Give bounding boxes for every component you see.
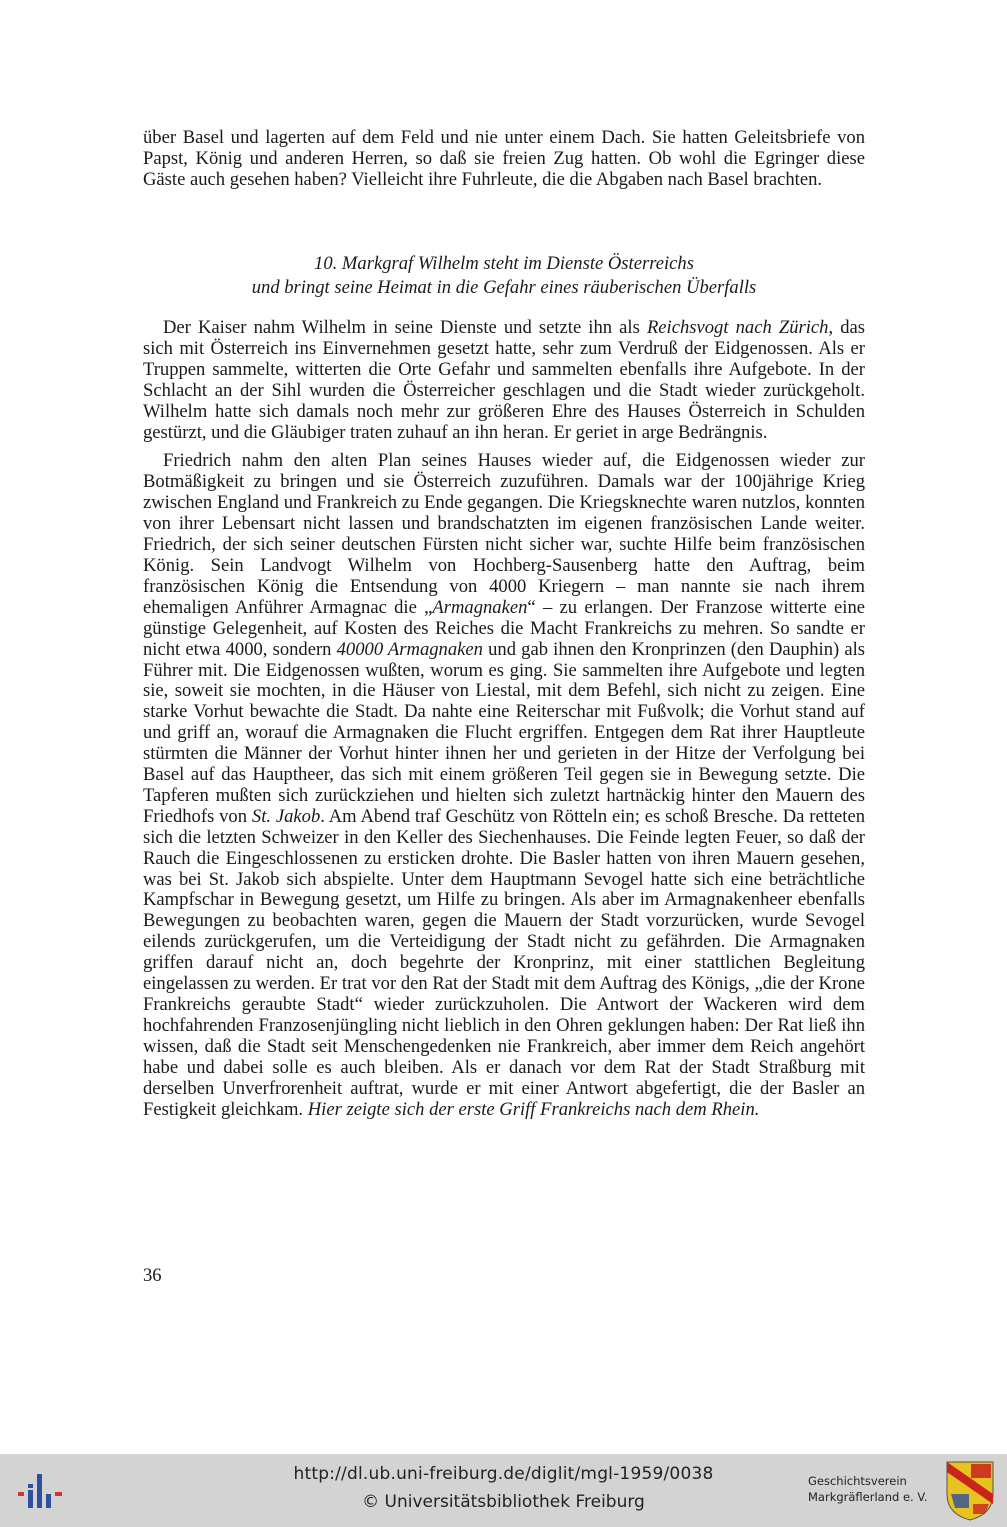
society-name-line-2: Markgräflerland e. V.	[808, 1490, 928, 1504]
footer-bar	[0, 1454, 1007, 1527]
coat-of-arms-icon	[945, 1460, 995, 1522]
copyright-text: © Universitätsbibliothek Freiburg	[362, 1492, 645, 1512]
section-heading-line-2: und bringt seine Heimat in die Gefahr eines räuberischen Überfalls	[251, 277, 757, 298]
paragraph-1	[143, 318, 865, 443]
society-name-line-1: Geschichtsverein	[808, 1474, 907, 1488]
body-text	[143, 318, 865, 1120]
paragraph-2-part-3: und gab ihnen den Kronprinzen (den Dauphin) als Führer mit. Die Eidgenossen wußten, worum es ging. Sie sammelten ihre Aufgebote und legten sie, soweit sie mochten, in die Häuser von Liestal, mit dem Befehl, sich nicht zu zeigen. Eine starke Vorhut bewachte die Stadt. Da nahte eine Reiterschar mit Fußvolk; die Vorhut stand auf und griff an, worauf die Armagnaken die Flucht ergriffen. Entgegen dem Rat ihrer Hauptleute stürmten die Männer der Vorhut hinter ihnen her und gerieten in der Hitze der Verfolgung bei Basel auf das Hauptheer, das sich mit einem größeren Teil gegen sie in Bewegung setzte. Die Tapferen mußten sich zurückziehen und hielten sich zuletzt hartnäckig hinter den Mauern des Friedhofs von	[143, 638, 866, 827]
paragraph-2-italic-3: St. Jakob	[251, 805, 321, 827]
paragraph-2	[143, 451, 865, 1120]
paragraph-2-part-1: Friedrich nahm den alten Plan seines Hauses wieder auf, die Eidgenossen wieder zur Botmäßigkeit zu bringen und sie Österreich zuzuführen. Damals war der 100jährige Krieg zwischen England und Frankreich zu Ende gegangen. Die Kriegsknechte waren nutzlos, konnten von ihrer Lebensart nicht lassen und brandschatzten im eigenen französischen Lande weiter. Friedrich, der sich seiner deutschen Fürsten nicht sicher war, suchte Hilfe beim französischen König. Sein Landvogt Wilhelm von Hochberg-Sausenberg hatte den Auftrag, beim französischen König die Entsendung von 4000 Kriegern – man nannte sie nach ihrem ehemaligen Anführer Armagnac die „	[143, 450, 865, 618]
paragraph-2-italic-4: Hier zeigte sich der erste Griff Frankreichs nach dem Rhein.	[307, 1098, 760, 1120]
paragraph-top	[143, 128, 865, 191]
paragraph-2-italic-2: 40000 Armagnaken	[336, 638, 483, 660]
paragraph-1-part-1: Der Kaiser nahm Wilhelm in seine Dienste und setzte ihn als	[163, 317, 647, 338]
page-number: 36	[143, 1265, 162, 1286]
paragraph-1-italic-1: Reichsvogt nach Zürich	[646, 317, 829, 338]
paragraph-2-part-2: “ – zu erlangen. Der Franzose witterte eine günstige Gelegenheit, auf Kosten des Reiches die Macht Frankreichs zu mehren. So sandte er nicht etwa 4000, sondern	[143, 596, 865, 660]
paragraph-2-italic-1: Armagnaken	[432, 596, 528, 618]
section-heading	[143, 252, 865, 300]
society-name	[808, 1473, 940, 1505]
paragraph-1-part-2: , das sich mit Österreich ins Einvernehmen gesetzt hatte, sehr zum Verdruß der Eidgenossen. Als er Truppen sammelte, witterten die Orte Gefahr und sammelten ebenfalls ihre Aufgebote. In der Schlacht an der Sihl wurden die Österreicher geschlagen und die Stadt wieder zurückgeholt. Wilhelm hatte sich damals noch mehr zur größeren Ehre des Hauses Österreich in Schulden gestürzt, und die Gläubiger traten zuhauf an ihn heran. Er geriet in arge Bedrängnis.	[143, 317, 865, 443]
paragraph-top-text: über Basel und lagerten auf dem Feld und nie unter einem Dach. Sie hatten Geleitsbriefe von Papst, König und anderen Herren, so daß sie freien Zug hatten. Ob wohl die Egringer diese Gäste auch gesehen haben? Vielleicht ihre Fuhrleute, die die Abgaben nach Basel brachten.	[143, 127, 865, 190]
paragraph-2-part-4: . Am Abend traf Geschütz von Rötteln ein; es schoß Bresche. Da retteten sich die letzten Schweizer in den Keller des Siechenhauses. Die Feinde legten Feuer, so daß der Rauch die Eingeschlossenen zu ersticken drohte. Die Basler hatten von ihren Mauern gesehen, was bei St. Jakob sich abspielte. Unter dem Hauptmann Sevogel hatte sich eine beträchtliche Kampfschar in Bewegung gesetzt, um Hilfe zu bringen. Als aber im Armagnakenheer ebenfalls Bewegungen zu beobachten waren, gegen die Mauern der Stadt vorzurücken, wurde Sevogel eilends zurückgerufen, um die Verteidigung der Stadt nicht zu gefährden. Die Armagnaken griffen darauf nicht an, doch begehrte der Kronprinz, mit einer stattlichen Begleitung eingelassen zu werden. Er trat vor den Rat der Stadt mit dem Auftrag des Königs, „die der Krone Frankreichs geraubte Stadt“ wieder zurückzuholen. Die Antwort der Wackeren wird dem hochfahrenden Franzosenjüngling nicht lieblich in den Ohren geklungen haben: Der Rat ließ ihn wissen, daß die Stadt seit Menschengedenken nie Frankreich, aber immer dem Reich angehört habe und dabei solle es auch bleiben. Als er danach vor dem Rat der Stadt Straßburg mit derselben Unverfrorenheit auftrat, wurde er mit einer Antwort abgefertigt, die der Basler an Festigkeit gleichkam.	[143, 805, 865, 1120]
source-url-link[interactable]: http://dl.ub.uni-freiburg.de/diglit/mgl-1959/0038	[293, 1464, 714, 1484]
section-heading-line-1: 10. Markgraf Wilhelm steht im Dienste Österreichs	[314, 253, 694, 274]
